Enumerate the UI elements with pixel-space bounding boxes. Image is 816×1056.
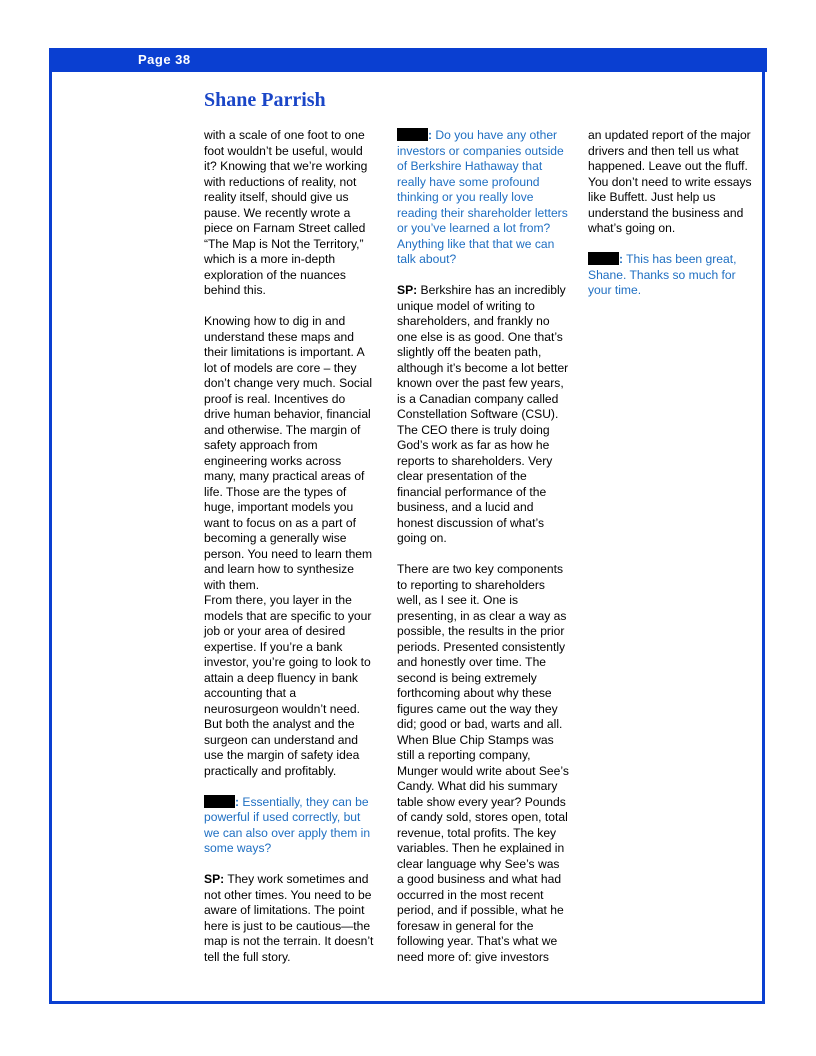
answer (397, 283, 569, 547)
speaker-label: SP: (204, 872, 225, 886)
question-text: Do you have any other investors or companies outside of Berkshire Hathaway that really have some profound thinking or you really love reading their shareholder letters or you’ve learned a lot from? Anything like that that we can talk about? (397, 128, 568, 266)
interviewer-question (204, 795, 374, 857)
question-colon: : (619, 252, 624, 266)
paragraph: an updated report of the major drivers and then tell us what happened. Leave out the fluff. You don’t need to write essays like Buffett. Just help us understand the business and what’s going on. (588, 128, 752, 235)
answer-text: Berkshire has an incredibly unique model of writing to shareholders, and frankly no one else is as good. One that’s slightly off the beaten path, although it’s become a lot better known over the past few years, is a Canadian company called Constellation Software (CSU). The CEO there is truly doing God’s work as far as how he reports to shareholders. Very clear presentation of the financial performance of the business, and a lucid and honest discussion of what’s going on. (397, 283, 569, 545)
page-number: Page 38 (138, 52, 191, 67)
answer (204, 872, 374, 965)
column-3 (588, 128, 762, 314)
interviewer-question (588, 252, 762, 299)
column-2 (397, 128, 569, 981)
question-text: This has been great, Shane. Thanks so much for your time. (588, 252, 737, 297)
question-colon: : (428, 128, 433, 142)
redacted-name-block (204, 795, 235, 808)
question-text: Essentially, they can be powerful if used correctly, but we can also over apply them in some ways? (204, 794, 371, 855)
redacted-name-block (588, 252, 619, 265)
paragraph: Knowing how to dig in and understand these maps and their limitations is important. A lot of models are core – they don’t change very much. Social proof is real. Incentives do drive human behavior, financial and otherwise. The margin of safety approach from engineering works across many, many practical areas of life. Those are the types of huge, important models you want to focus on as a part of becoming a generally wise person. You need to learn them and learn how to synthesize with them. (204, 314, 373, 592)
interviewer-question (397, 128, 569, 268)
article-title: Shane Parrish (204, 89, 326, 111)
paragraph: with a scale of one foot to one foot wouldn’t be useful, would it? Knowing that we’re working with reductions of reality, not reality itself, should give us pause. We recently wrote a piece on Farnam Street called “The Map is Not the Territory,” which is a more in-depth exploration of the nuances behind this. (204, 128, 368, 297)
paragraph: There are two key components to reporting to shareholders well, as I see it. One is presenting, in as clear a way as possible, the results in the prior periods. Presented consistently and honestly over time. The second is being extremely forthcoming about why these figures came out the way they did; good or bad, warts and all. When Blue Chip Stamps was still a reporting company, Munger would write about See’s Candy. What did his summary table show every year? Pounds of candy sold, stores open, total revenue, total profits. The key variables. Then he explained in clear language why See’s was a good business and what had occurred in the most recent period, and if possible, what he foresaw in general for the following year. That’s what we need more of: give investors (397, 562, 569, 964)
answer-text: They work sometimes and not other times. You need to be aware of limitations. The point here is just to be cautious—the map is not the terrain. It doesn’t tell the full story. (204, 872, 374, 964)
paragraph: From there, you layer in the models that are specific to your job or your area of desired expertise. If you’re a bank investor, you’re going to look to attain a deep fluency in bank accounting that a neurosurgeon wouldn’t need. But both the analyst and the surgeon can understand and use the margin of safety idea practically and profitably. (204, 593, 372, 778)
column-1 (204, 128, 374, 981)
redacted-name-block (397, 128, 428, 141)
speaker-label: SP: (397, 283, 418, 297)
question-colon: : (235, 794, 240, 809)
